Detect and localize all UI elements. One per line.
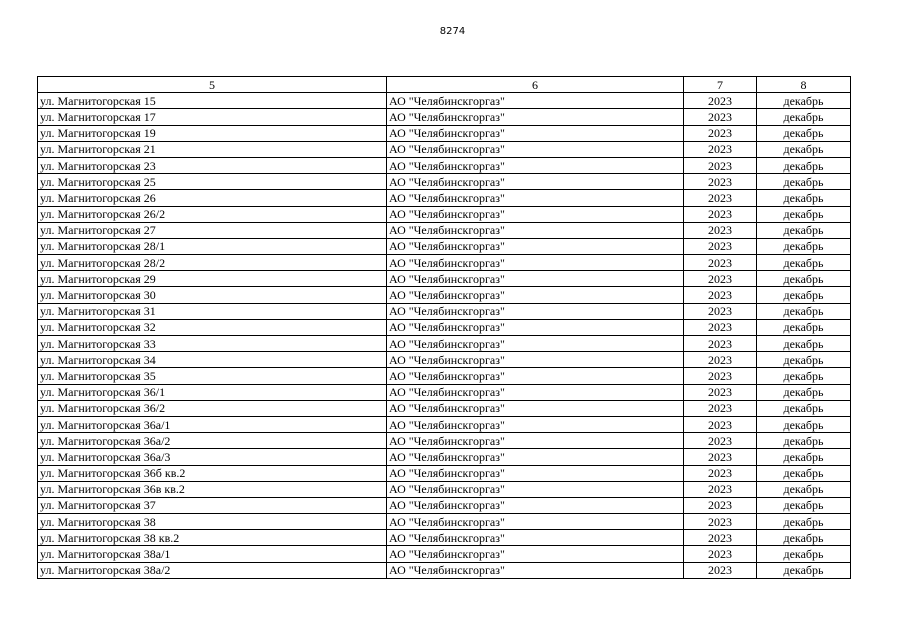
organization-cell: АО "Челябинскгоргаз"	[387, 109, 684, 125]
column-header-5: 5	[38, 77, 387, 93]
organization-cell: АО "Челябинскгоргаз"	[387, 271, 684, 287]
year-cell: 2023	[684, 93, 757, 109]
year-cell: 2023	[684, 222, 757, 238]
year-cell: 2023	[684, 109, 757, 125]
address-cell: ул. Магнитогорская 27	[38, 222, 387, 238]
organization-cell: АО "Челябинскгоргаз"	[387, 255, 684, 271]
year-cell: 2023	[684, 465, 757, 481]
address-cell: ул. Магнитогорская 25	[38, 174, 387, 190]
organization-cell: АО "Челябинскгоргаз"	[387, 206, 684, 222]
table-row	[38, 384, 851, 400]
table-row	[38, 433, 851, 449]
month-cell: декабрь	[757, 238, 851, 254]
month-cell: декабрь	[757, 546, 851, 562]
month-cell: декабрь	[757, 336, 851, 352]
organization-cell: АО "Челябинскгоргаз"	[387, 384, 684, 400]
column-header-7: 7	[684, 77, 757, 93]
month-cell: декабрь	[757, 562, 851, 578]
month-cell: декабрь	[757, 93, 851, 109]
month-cell: декабрь	[757, 433, 851, 449]
year-cell: 2023	[684, 174, 757, 190]
month-cell: декабрь	[757, 303, 851, 319]
address-cell: ул. Магнитогорская 29	[38, 271, 387, 287]
table-row	[38, 481, 851, 497]
table-row	[38, 255, 851, 271]
month-cell: декабрь	[757, 141, 851, 157]
month-cell: декабрь	[757, 368, 851, 384]
table-row	[38, 530, 851, 546]
year-cell: 2023	[684, 303, 757, 319]
year-cell: 2023	[684, 497, 757, 513]
address-cell: ул. Магнитогорская 36а/2	[38, 433, 387, 449]
organization-cell: АО "Челябинскгоргаз"	[387, 546, 684, 562]
table-row	[38, 125, 851, 141]
month-cell: декабрь	[757, 319, 851, 335]
address-cell: ул. Магнитогорская 34	[38, 352, 387, 368]
organization-cell: АО "Челябинскгоргаз"	[387, 449, 684, 465]
month-cell: декабрь	[757, 206, 851, 222]
organization-cell: АО "Челябинскгоргаз"	[387, 222, 684, 238]
organization-cell: АО "Челябинскгоргаз"	[387, 368, 684, 384]
address-cell: ул. Магнитогорская 38а/2	[38, 562, 387, 578]
table-row	[38, 141, 851, 157]
year-cell: 2023	[684, 125, 757, 141]
organization-cell: АО "Челябинскгоргаз"	[387, 303, 684, 319]
month-cell: декабрь	[757, 449, 851, 465]
year-cell: 2023	[684, 368, 757, 384]
year-cell: 2023	[684, 319, 757, 335]
month-cell: декабрь	[757, 125, 851, 141]
organization-cell: АО "Челябинскгоргаз"	[387, 352, 684, 368]
year-cell: 2023	[684, 190, 757, 206]
address-cell: ул. Магнитогорская 26	[38, 190, 387, 206]
month-cell: декабрь	[757, 497, 851, 513]
year-cell: 2023	[684, 206, 757, 222]
year-cell: 2023	[684, 433, 757, 449]
organization-cell: АО "Челябинскгоргаз"	[387, 238, 684, 254]
organization-cell: АО "Челябинскгоргаз"	[387, 336, 684, 352]
address-cell: ул. Магнитогорская 36б кв.2	[38, 465, 387, 481]
table-row	[38, 287, 851, 303]
address-cell: ул. Магнитогорская 35	[38, 368, 387, 384]
organization-cell: АО "Челябинскгоргаз"	[387, 141, 684, 157]
year-cell: 2023	[684, 400, 757, 416]
year-cell: 2023	[684, 384, 757, 400]
organization-cell: АО "Челябинскгоргаз"	[387, 157, 684, 173]
year-cell: 2023	[684, 255, 757, 271]
month-cell: декабрь	[757, 352, 851, 368]
month-cell: декабрь	[757, 481, 851, 497]
year-cell: 2023	[684, 449, 757, 465]
year-cell: 2023	[684, 287, 757, 303]
month-cell: декабрь	[757, 287, 851, 303]
organization-cell: АО "Челябинскгоргаз"	[387, 514, 684, 530]
address-cell: ул. Магнитогорская 38 кв.2	[38, 530, 387, 546]
address-cell: ул. Магнитогорская 33	[38, 336, 387, 352]
year-cell: 2023	[684, 141, 757, 157]
table-row	[38, 514, 851, 530]
column-header-6: 6	[387, 77, 684, 93]
address-cell: ул. Магнитогорская 32	[38, 319, 387, 335]
year-cell: 2023	[684, 514, 757, 530]
organization-cell: АО "Челябинскгоргаз"	[387, 287, 684, 303]
address-cell: ул. Магнитогорская 23	[38, 157, 387, 173]
year-cell: 2023	[684, 562, 757, 578]
address-cell: ул. Магнитогорская 36/2	[38, 400, 387, 416]
table-row	[38, 109, 851, 125]
table-row	[38, 449, 851, 465]
organization-cell: АО "Челябинскгоргаз"	[387, 497, 684, 513]
organization-cell: АО "Челябинскгоргаз"	[387, 174, 684, 190]
address-cell: ул. Магнитогорская 30	[38, 287, 387, 303]
table-row	[38, 190, 851, 206]
month-cell: декабрь	[757, 530, 851, 546]
month-cell: декабрь	[757, 222, 851, 238]
address-cell: ул. Магнитогорская 26/2	[38, 206, 387, 222]
organization-cell: АО "Челябинскгоргаз"	[387, 125, 684, 141]
table-row	[38, 562, 851, 578]
table-row	[38, 93, 851, 109]
page-number: 8274	[439, 26, 466, 37]
address-cell: ул. Магнитогорская 38	[38, 514, 387, 530]
data-table	[37, 76, 851, 579]
month-cell: декабрь	[757, 416, 851, 432]
organization-cell: АО "Челябинскгоргаз"	[387, 416, 684, 432]
organization-cell: АО "Челябинскгоргаз"	[387, 319, 684, 335]
table-row	[38, 352, 851, 368]
year-cell: 2023	[684, 238, 757, 254]
table-row	[38, 416, 851, 432]
month-cell: декабрь	[757, 255, 851, 271]
table-row	[38, 368, 851, 384]
address-cell: ул. Магнитогорская 36/1	[38, 384, 387, 400]
year-cell: 2023	[684, 546, 757, 562]
table-row	[38, 157, 851, 173]
year-cell: 2023	[684, 416, 757, 432]
year-cell: 2023	[684, 481, 757, 497]
organization-cell: АО "Челябинскгоргаз"	[387, 562, 684, 578]
month-cell: декабрь	[757, 514, 851, 530]
year-cell: 2023	[684, 157, 757, 173]
organization-cell: АО "Челябинскгоргаз"	[387, 481, 684, 497]
year-cell: 2023	[684, 352, 757, 368]
table-row	[38, 546, 851, 562]
address-cell: ул. Магнитогорская 15	[38, 93, 387, 109]
table-row	[38, 319, 851, 335]
table-row	[38, 303, 851, 319]
month-cell: декабрь	[757, 190, 851, 206]
address-cell: ул. Магнитогорская 31	[38, 303, 387, 319]
month-cell: декабрь	[757, 157, 851, 173]
address-cell: ул. Магнитогорская 19	[38, 125, 387, 141]
table-row	[38, 336, 851, 352]
month-cell: декабрь	[757, 465, 851, 481]
table-row	[38, 206, 851, 222]
month-cell: декабрь	[757, 400, 851, 416]
address-cell: ул. Магнитогорская 28/2	[38, 255, 387, 271]
address-cell: ул. Магнитогорская 36а/3	[38, 449, 387, 465]
address-cell: ул. Магнитогорская 17	[38, 109, 387, 125]
organization-cell: АО "Челябинскгоргаз"	[387, 190, 684, 206]
table-body	[38, 93, 851, 579]
address-cell: ул. Магнитогорская 21	[38, 141, 387, 157]
organization-cell: АО "Челябинскгоргаз"	[387, 465, 684, 481]
month-cell: декабрь	[757, 109, 851, 125]
table-row	[38, 400, 851, 416]
table-row	[38, 174, 851, 190]
organization-cell: АО "Челябинскгоргаз"	[387, 530, 684, 546]
table-row	[38, 271, 851, 287]
table-row	[38, 465, 851, 481]
address-cell: ул. Магнитогорская 28/1	[38, 238, 387, 254]
year-cell: 2023	[684, 271, 757, 287]
header-row	[38, 77, 851, 93]
table-row	[38, 497, 851, 513]
column-header-8: 8	[757, 77, 851, 93]
organization-cell: АО "Челябинскгоргаз"	[387, 93, 684, 109]
address-cell: ул. Магнитогорская 36в кв.2	[38, 481, 387, 497]
table-row	[38, 238, 851, 254]
month-cell: декабрь	[757, 271, 851, 287]
address-cell: ул. Магнитогорская 36а/1	[38, 416, 387, 432]
month-cell: декабрь	[757, 174, 851, 190]
organization-cell: АО "Челябинскгоргаз"	[387, 433, 684, 449]
organization-cell: АО "Челябинскгоргаз"	[387, 400, 684, 416]
year-cell: 2023	[684, 530, 757, 546]
address-cell: ул. Магнитогорская 38а/1	[38, 546, 387, 562]
month-cell: декабрь	[757, 384, 851, 400]
year-cell: 2023	[684, 336, 757, 352]
table-row	[38, 222, 851, 238]
address-cell: ул. Магнитогорская 37	[38, 497, 387, 513]
